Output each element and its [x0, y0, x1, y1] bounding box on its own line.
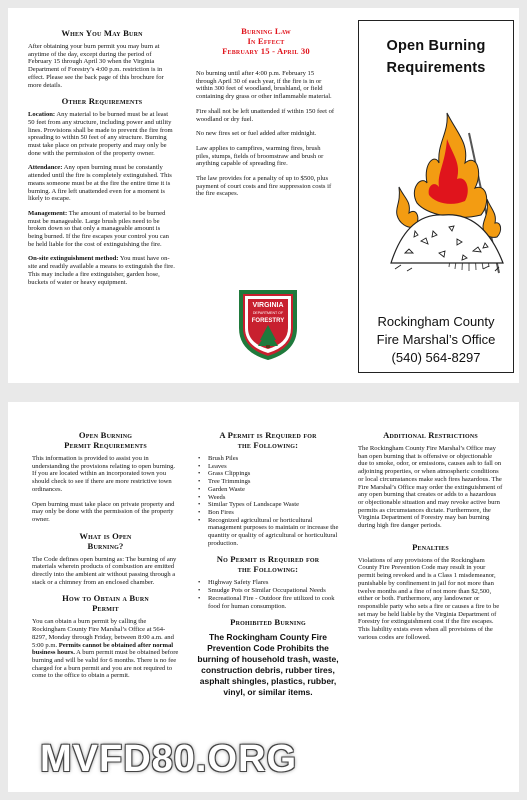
- additional-restrictions-heading: Additional Restrictions: [383, 430, 478, 440]
- permit-paragraph-2: Open burning must take place on private property and may only be done with the permission of the property owner.: [32, 500, 175, 523]
- what-is-open-burning-heading-1: What is Open: [79, 530, 132, 541]
- attendance-label: Attendance:: [28, 164, 63, 172]
- how-to-obtain-text: [32, 618, 179, 680]
- list-item: • Grass Clippings: [196, 470, 340, 478]
- site-watermark: MVFD80.ORG: [40, 738, 298, 780]
- list-item: • Brush Piles: [196, 455, 340, 463]
- list-item: • Bon Fires: [196, 509, 340, 517]
- prohibited-burning-text: The Rockingham County Fire Prevention Code Prohibits the burning of household trash, waste, construction debris, rubber tires, asphalt shingles, plastics, rubber, vinyl, or similar items.: [197, 632, 339, 698]
- front-left-column: [28, 28, 176, 383]
- list-item: • Smudge Pots or Similar Occupational Needs: [196, 587, 340, 595]
- other-requirements-heading: Other Requirements: [61, 96, 143, 107]
- onsite-text: You must have on-site and readily available a means to extinguish the fire. This may include a fire extinguisher, garden hose, buckets of water or heavy equipment.: [28, 255, 175, 286]
- permit-paragraph-1: This information is provided to assist you in understanding the provisions relating to open burning. If you are located within an incorporated town you should check to see if there are more restrictive town ordinances.: [32, 455, 176, 493]
- management-label: Management:: [28, 209, 68, 217]
- cover-phone: (540) 564-8297: [391, 350, 481, 365]
- permit-requirements-heading-1: Open Burning: [78, 430, 133, 440]
- law-paragraph-4: Law applies to campfires, warming fires, brush piles, stumps, fields of broomstraw and brush or anything capable of spreading fire.: [196, 144, 324, 168]
- list-item: • Leaves: [196, 463, 340, 471]
- logo-virginia-text: VIRGINIA: [252, 302, 284, 309]
- brochure-front-page: [8, 8, 519, 383]
- law-dates-heading: February 15 - April 30: [222, 46, 310, 56]
- penalties-text: Violations of any provisions of the Rockingham County Fire Prevention Code may result in your permit being revoked and is a Class 1 misdemeanor, punishable by confinement in jail for not more than twelve months and a fine of not more than $2,500, either or both. Furthermore, any landowner or responsible party who sets a fire or causes a fire to be set may be held liable by the Virginia Department of Forestry for extinguishment cost if the fire escapes. This liability exists even when all provisions of the various codes are followed.: [358, 556, 500, 641]
- list-item: • Garden Waste: [196, 486, 340, 494]
- law-paragraph-5: The law provides for a penalty of up to $500, plus payment of court costs and fire suppression costs if the fire escapes.: [196, 175, 332, 198]
- cover-title-line-2: Requirements: [386, 60, 486, 76]
- in-effect-heading: In Effect: [247, 36, 285, 46]
- cover-organization-block: [359, 313, 513, 367]
- how-to-obtain-heading-1: How to Obtain a Burn: [62, 593, 149, 604]
- onsite-paragraph: [28, 255, 176, 286]
- list-item: • Tree Trimmings: [196, 478, 340, 486]
- management-paragraph: [28, 210, 176, 249]
- list-item: • Similar Types of Landscape Waste: [196, 501, 340, 509]
- list-item: • Recognized agricultural or horticultural management purposes to maintain or increase the quantity or quality of agricultural or horticultural production.: [196, 517, 340, 548]
- how-to-obtain-heading-2: Permit: [92, 603, 119, 614]
- what-is-open-burning-text: The Code defines open burning as: The burning of any materials wherein products of combustion are emitted directly into the ambient air without passing through a stack or a chimney from an enclosed chamber.: [32, 555, 177, 586]
- when-you-may-burn-heading: When You May Burn: [61, 28, 143, 38]
- how-to-obtain-text-a: You can obtain a burn permit by calling the Rockingham County Fire Marshal’s Office at 564-8297, Monday through Friday, between 8:00 a.m. and 5:00 p.m.: [32, 618, 174, 649]
- virginia-forestry-logo: [235, 288, 301, 360]
- prohibited-burning-heading: Prohibited Burning: [230, 617, 306, 628]
- permit-requirements-heading-2: Permit Requirements: [64, 440, 147, 450]
- burning-law-heading: Burning Law: [241, 26, 291, 36]
- additional-restrictions-text: The Rockingham County Fire Marshal’s Office may ban open burning that is offensive or objectionable due to smoke, odor, or emissions, causes ash to fall on adjoining properties, or when atmospheric conditions or local circumstances make such fires hazardous. The Fire Marshal’s Office may order the extinguishment of any open burning that creates or adds to a hazardous or objectionable situation and may revoke active burn permits as circumstances dictate. Furthermore, the Virginia Department of Forestry may ban burning during high fire danger periods.: [358, 445, 503, 530]
- how-to-obtain-text-b: A burn permit must be obtained before burning and will be valid for 6 months. There is no fee charged for a burn permit and you are not required to come to the office to obtain a permit.: [32, 649, 179, 680]
- penalties-heading: Penalties: [412, 541, 449, 552]
- location-label: Location:: [28, 111, 56, 119]
- attendance-text: Any open burning must be constantly attended until the fire is completely extinguished. This means someone must be at the fire the entire time it is burning. A fire left unattended even for a moment is likely to escape.: [28, 164, 172, 203]
- permit-required-heading-1: A Permit is Required for: [219, 430, 317, 440]
- attendance-paragraph: [28, 164, 176, 203]
- cover-panel: [358, 20, 514, 373]
- permit-required-list: [196, 455, 340, 547]
- list-item: • Weeds: [196, 494, 340, 502]
- list-item: • Recreational Fire - Outdoor fire utilized to cook food for human consumption.: [196, 595, 340, 610]
- how-to-obtain-text-bold: Permits cannot be obtained after normal business hours.: [32, 641, 174, 657]
- permit-required-heading-2: the Following:: [237, 440, 299, 450]
- no-permit-list: [196, 579, 340, 610]
- location-paragraph: [28, 111, 176, 157]
- law-paragraph-3: No new fires set or fuel added after midnight.: [196, 130, 317, 138]
- law-paragraph-2: Fire shall not be left unattended if within 150 feet of woodland or dry fuel.: [196, 107, 335, 123]
- no-permit-heading-1: No Permit is Required for: [216, 554, 320, 565]
- law-paragraph-1: No burning until after 4:00 p.m. February 15 through April 30 of each year, if the fire is in or within 300 feet of woodland, brushland, or field containing dry grass or other inflammable material.: [196, 70, 332, 101]
- cover-office: Fire Marshal’s Office: [376, 332, 496, 347]
- list-item: • Highway Safety Flares: [196, 579, 340, 587]
- burning-leaf-pile-illustration: [387, 103, 507, 283]
- cover-title-line-1: Open Burning: [386, 38, 486, 54]
- onsite-label: On-site extinguishment method:: [28, 255, 119, 263]
- logo-forestry-text: FORESTRY: [251, 318, 285, 324]
- brochure-back-page: [8, 402, 519, 792]
- logo-department-text: DEPARTMENT OF: [252, 311, 284, 315]
- back-right-column: [358, 430, 503, 792]
- when-you-may-burn-text: After obtaining your burn permit you may burn at anytime of the day, except during the period of February 15 through April 30 when the Virginia Department of Forestry’s 4:00 p.m. restriction is in effect. Please see the back page of this brochure for more details.: [28, 43, 164, 89]
- location-text: Any material to be burned must be at least 50 feet from any structure, including power and utility lines. Provisions shall be made to prevent the fire from spreading to within 50 feet of any structure. Burning must take place on private property and may only be done with the permission of the property owner.: [28, 111, 173, 157]
- what-is-open-burning-heading-2: Burning?: [87, 540, 124, 551]
- no-permit-heading-2: the Following:: [237, 564, 299, 575]
- management-text: The amount of material to be burned must be manageable. Large brush piles need to be broken down so that only a manageable amount is being burned. If the fire escapes your control you can be held liable for the cost of extinguishing the fire.: [28, 209, 169, 248]
- cover-county: Rockingham County: [377, 314, 495, 329]
